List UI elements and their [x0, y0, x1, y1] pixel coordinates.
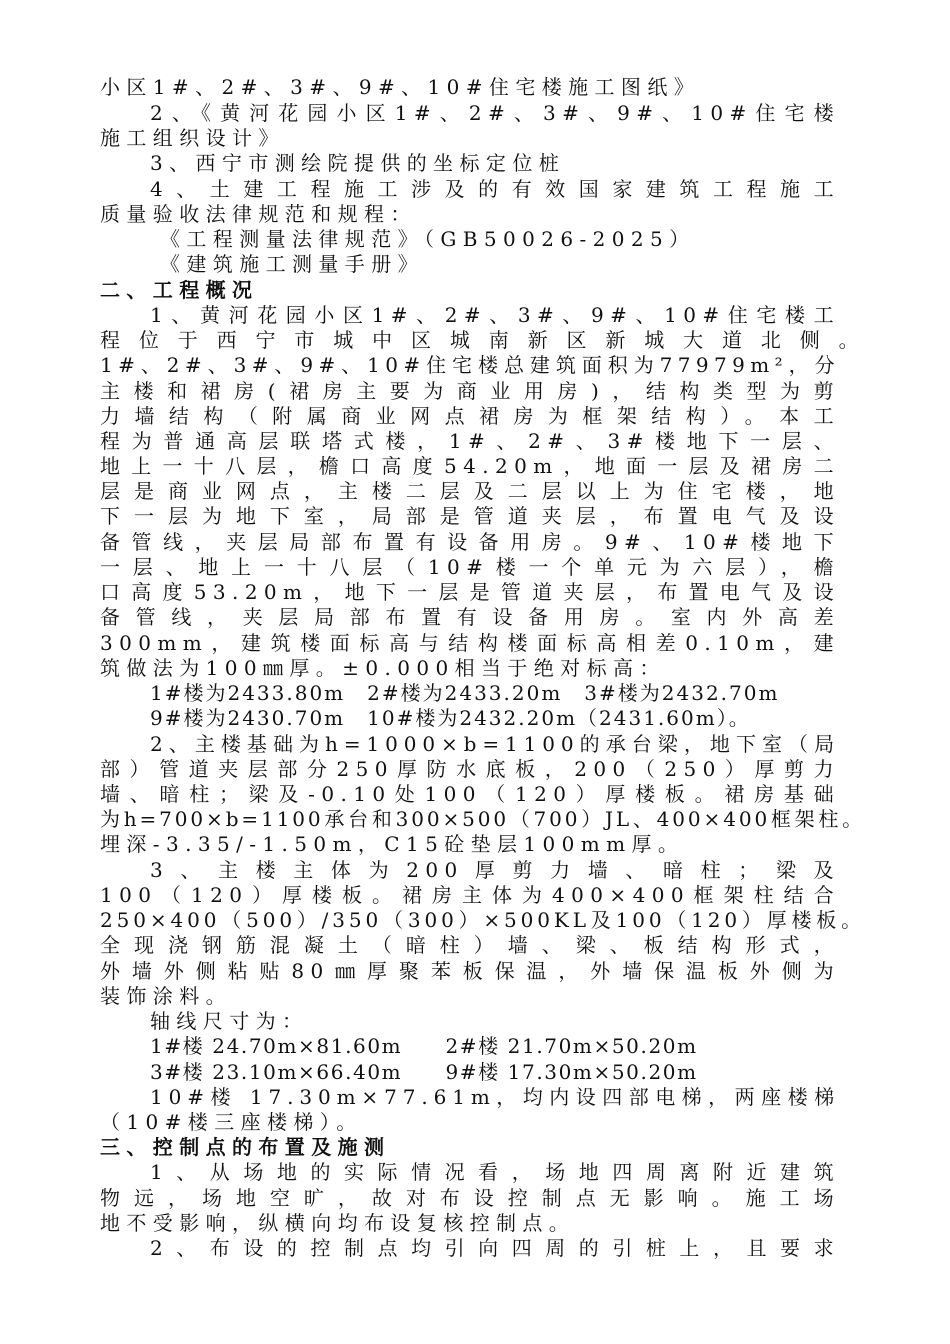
text-line: 3、西宁市测绘院提供的坐标定位桩	[150, 151, 566, 175]
text-line: 下一层为地下室，局部是管道夹层，布置电气及设	[100, 504, 840, 528]
text-line: 层是商业网点，主楼二层及二层以上为住宅楼，地	[100, 479, 840, 503]
text-line: 300mm，建筑楼面标高与结构楼面标高相差0.10m，建	[100, 631, 840, 655]
text-line: 1#楼 24.70m×81.60m 2#楼 21.70m×50.20m	[150, 1034, 698, 1058]
text-line: 一层、地上一十八层（10#楼一个单元为六层），檐	[100, 555, 840, 579]
text-line: （10#楼三座楼梯）。	[100, 1110, 363, 1134]
text-line: 1#、2#、3#、9#、10#住宅楼总建筑面积为77979m²，分	[100, 353, 840, 377]
text-line: 程位于西宁市城中区城南新区新城大道北侧。	[100, 328, 865, 352]
text-line: 为h=700×b=1100承台和300×500（700）JL、400×400框架柱。	[100, 807, 865, 831]
text-line: 墙、暗柱；梁及-0.10处100（120）厚楼板。裙房基础	[100, 782, 840, 806]
text-line: 物远，场地空旷，故对布设控制点无影响。施工场	[100, 1186, 840, 1210]
text-line: 装饰涂料。	[100, 984, 232, 1008]
text-line: 9#楼为2430.70m 10#楼为2432.20m（2431.60m）。	[150, 706, 751, 730]
section-heading: 三、控制点的布置及施测	[100, 1135, 391, 1159]
text-line: 10#楼 17.30m×77.61m，均内设四部电梯，两座楼梯	[150, 1085, 840, 1109]
text-line: 备管线，夹层局部布置有设备用房。室内外高差	[100, 605, 840, 629]
text-line: 地不受影响，纵横向均布设复核控制点。	[100, 1211, 576, 1235]
text-line: 1、黄河花园小区1#、2#、3#、9#、10#住宅楼工	[150, 303, 840, 327]
text-line: 《工程测量法律规范》（GB50026-2025）	[160, 227, 696, 251]
text-line: 250×400（500）/350（300）×500KL及100（120）厚楼板。	[100, 908, 865, 932]
text-line: 1#楼为2433.80m 2#楼为2433.20m 3#楼为2432.70m	[150, 681, 780, 705]
text-line: 埋深-3.35/-1.50m，C15砼垫层100mm厚。	[100, 832, 685, 856]
text-line: 2、主楼基础为h=1000×b=1100的承台梁，地下室（局	[150, 732, 840, 756]
text-line: 4、土建工程施工涉及的有效国家建筑工程施工	[150, 177, 840, 201]
text-line: 力墙结构（附属商业网点裙房为框架结构）。本工	[100, 404, 840, 428]
text-line: 3、主楼主体为200厚剪力墙、暗柱；梁及	[150, 858, 840, 882]
text-line: 质量验收法律规范和规程：	[100, 202, 417, 226]
text-line: 主楼和裙房(裙房主要为商业用房)，结构类型为剪	[100, 379, 840, 403]
text-line: 全现浇钢筋混凝土（暗柱）墙、梁、板结构形式，	[100, 933, 840, 957]
text-line: 部）管道夹层部分250厚防水底板，200（250）厚剪力	[100, 757, 840, 781]
text-line: 轴线尺寸为：	[150, 1009, 309, 1033]
text-line: 外墙外侧粘贴80㎜厚聚苯板保温，外墙保温板外侧为	[100, 959, 840, 983]
text-line: 施工组织设计》	[100, 126, 285, 150]
text-line: 2、布设的控制点均引向四周的引桩上，且要求	[150, 1236, 840, 1260]
text-line: 小区1#、2#、3#、9#、10#住宅楼施工图纸》	[100, 75, 701, 99]
text-line: 地上一十八层，檐口高度54.20m，地面一层及裙房二	[100, 454, 840, 478]
text-line: 筑做法为100㎜厚。±0.000相当于绝对标高：	[100, 656, 666, 680]
text-line: 1、从场地的实际情况看，场地四周离附近建筑	[150, 1160, 840, 1184]
text-line: 程为普通高层联塔式楼，1#、2#、3#楼地下一层、	[100, 429, 840, 453]
text-line: 备管线，夹层局部布置有设备用房。9#、10#楼地下	[100, 530, 840, 554]
text-line: 《建筑施工测量手册》	[160, 252, 424, 276]
text-line: 2、《黄河花园小区1#、2#、3#、9#、10#住宅楼	[150, 101, 840, 125]
text-line: 3#楼 23.10m×66.40m 9#楼 17.30m×50.20m	[150, 1060, 698, 1084]
text-line: 口高度53.20m，地下一层是管道夹层，布置电气及设	[100, 580, 840, 604]
text-line: 100（120）厚楼板。裙房主体为400×400框架柱结合	[100, 883, 840, 907]
section-heading: 二、工程概况	[100, 278, 259, 302]
